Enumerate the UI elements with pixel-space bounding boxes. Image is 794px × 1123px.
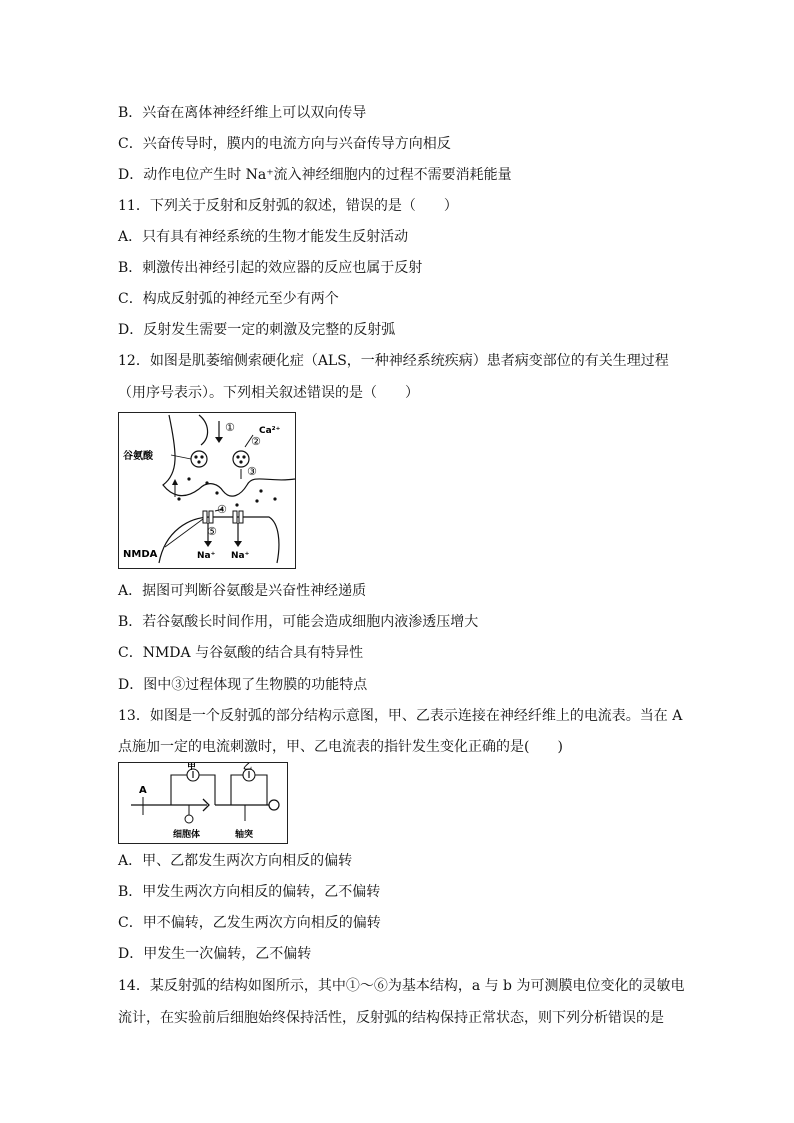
label-nmda: NMDA bbox=[123, 549, 158, 560]
vesicle-left bbox=[191, 451, 207, 467]
option-11c: C．构成反射弧的神经元至少有两个 bbox=[118, 291, 339, 307]
end-cell-body bbox=[269, 800, 279, 810]
option-12b: B．若谷氨酸长时间作用，可能会造成细胞内液渗透压增大 bbox=[118, 614, 479, 630]
option-12d: D．图中③过程体现了生物膜的功能特点 bbox=[118, 677, 368, 693]
option-10c: C．兴奋传导时，膜内的电流方向与兴奋传导方向相反 bbox=[118, 136, 451, 152]
label-na-right: Na⁺ bbox=[231, 551, 250, 561]
label-step-1: ① bbox=[225, 421, 235, 434]
label-step-2: ② bbox=[251, 435, 261, 448]
label-step-5: ⑤ bbox=[207, 525, 217, 538]
question-11-stem: 11．下列关于反射和反射弧的叙述，错误的是（ ） bbox=[118, 198, 458, 214]
postsynaptic-membrane bbox=[159, 517, 279, 563]
label-point-a: A bbox=[139, 785, 147, 796]
label-step-4: ④ bbox=[217, 503, 227, 516]
reuptake-arrow-head bbox=[172, 479, 178, 485]
label-glutamate: 谷氨酸 bbox=[123, 451, 153, 462]
question-12-stem-line1: 12．如图是肌萎缩侧索硬化症（ALS，一种神经系统疾病）患者病变部位的有关生理过程 bbox=[118, 353, 669, 369]
option-11b: B．刺激传出神经引起的效应器的反应也属于反射 bbox=[118, 260, 423, 276]
cleft-molecules bbox=[177, 477, 276, 506]
label-na-left: Na⁺ bbox=[197, 551, 216, 561]
option-13d: D．甲发生一次偏转，乙不偏转 bbox=[118, 946, 312, 962]
label-ca: Ca²⁺ bbox=[259, 426, 281, 436]
arrow-1-head bbox=[215, 437, 223, 443]
question-12-stem-line2: （用序号表示）。下列相关叙述错误的是（ ） bbox=[118, 385, 419, 401]
glutamate-pointer bbox=[171, 455, 191, 459]
label-step-3: ③ bbox=[247, 465, 257, 478]
figure-12-synapse bbox=[118, 412, 296, 569]
option-13b: B．甲发生两次方向相反的偏转，乙不偏转 bbox=[118, 884, 381, 900]
option-13c: C．甲不偏转，乙发生两次方向相反的偏转 bbox=[118, 915, 381, 931]
question-14-stem-line2: 流计，在实验前后细胞始终保持活性，反射弧的结构保持正常状态，则下列分析错误的是 bbox=[118, 1010, 664, 1026]
arrow-na-right-head bbox=[234, 541, 242, 547]
nmda-pointer bbox=[165, 519, 203, 547]
question-14-stem-line1: 14．某反射弧的结构如图所示，其中①～⑥为基本结构，a 与 b 为可测膜电位变化的灵敏电 bbox=[118, 978, 685, 994]
question-13-stem-line1: 13．如图是一个反射弧的部分结构示意图，甲、乙表示连接在神经纤维上的电流表。当在 A bbox=[118, 708, 683, 724]
synapse-diagram bbox=[119, 413, 295, 568]
presynaptic-curve bbox=[199, 415, 208, 445]
option-10b: B．兴奋在离体神经纤维上可以双向传导 bbox=[118, 105, 367, 121]
option-10d: D．动作电位产生时 Na⁺流入神经细胞内的过程不需要消耗能量 bbox=[118, 167, 512, 183]
question-13-stem-line2: 点施加一定的电流刺激时，甲、乙电流表的指针发生变化正确的是( ) bbox=[118, 739, 563, 755]
option-12a: A．据图可判断谷氨酸是兴奋性神经递质 bbox=[118, 583, 367, 599]
option-11d: D．反射发生需要一定的刺激及完整的反射弧 bbox=[118, 322, 396, 338]
cell-body bbox=[185, 815, 193, 823]
option-11a: A．只有具有神经系统的生物才能发生反射活动 bbox=[118, 229, 409, 245]
label-cell-body: 细胞体 bbox=[173, 830, 201, 840]
label-meter-jia: 甲 bbox=[187, 763, 197, 772]
arrow-5-head bbox=[204, 541, 212, 547]
label-axon: 轴突 bbox=[235, 830, 254, 840]
reflex-arc-diagram bbox=[119, 763, 287, 843]
option-13a: A．甲、乙都发生两次方向相反的偏转 bbox=[118, 853, 353, 869]
option-12c: C．NMDA 与谷氨酸的结合具有特异性 bbox=[118, 645, 364, 661]
figure-13-reflex-arc bbox=[118, 762, 288, 844]
label-meter-yi: 乙 bbox=[243, 763, 253, 772]
